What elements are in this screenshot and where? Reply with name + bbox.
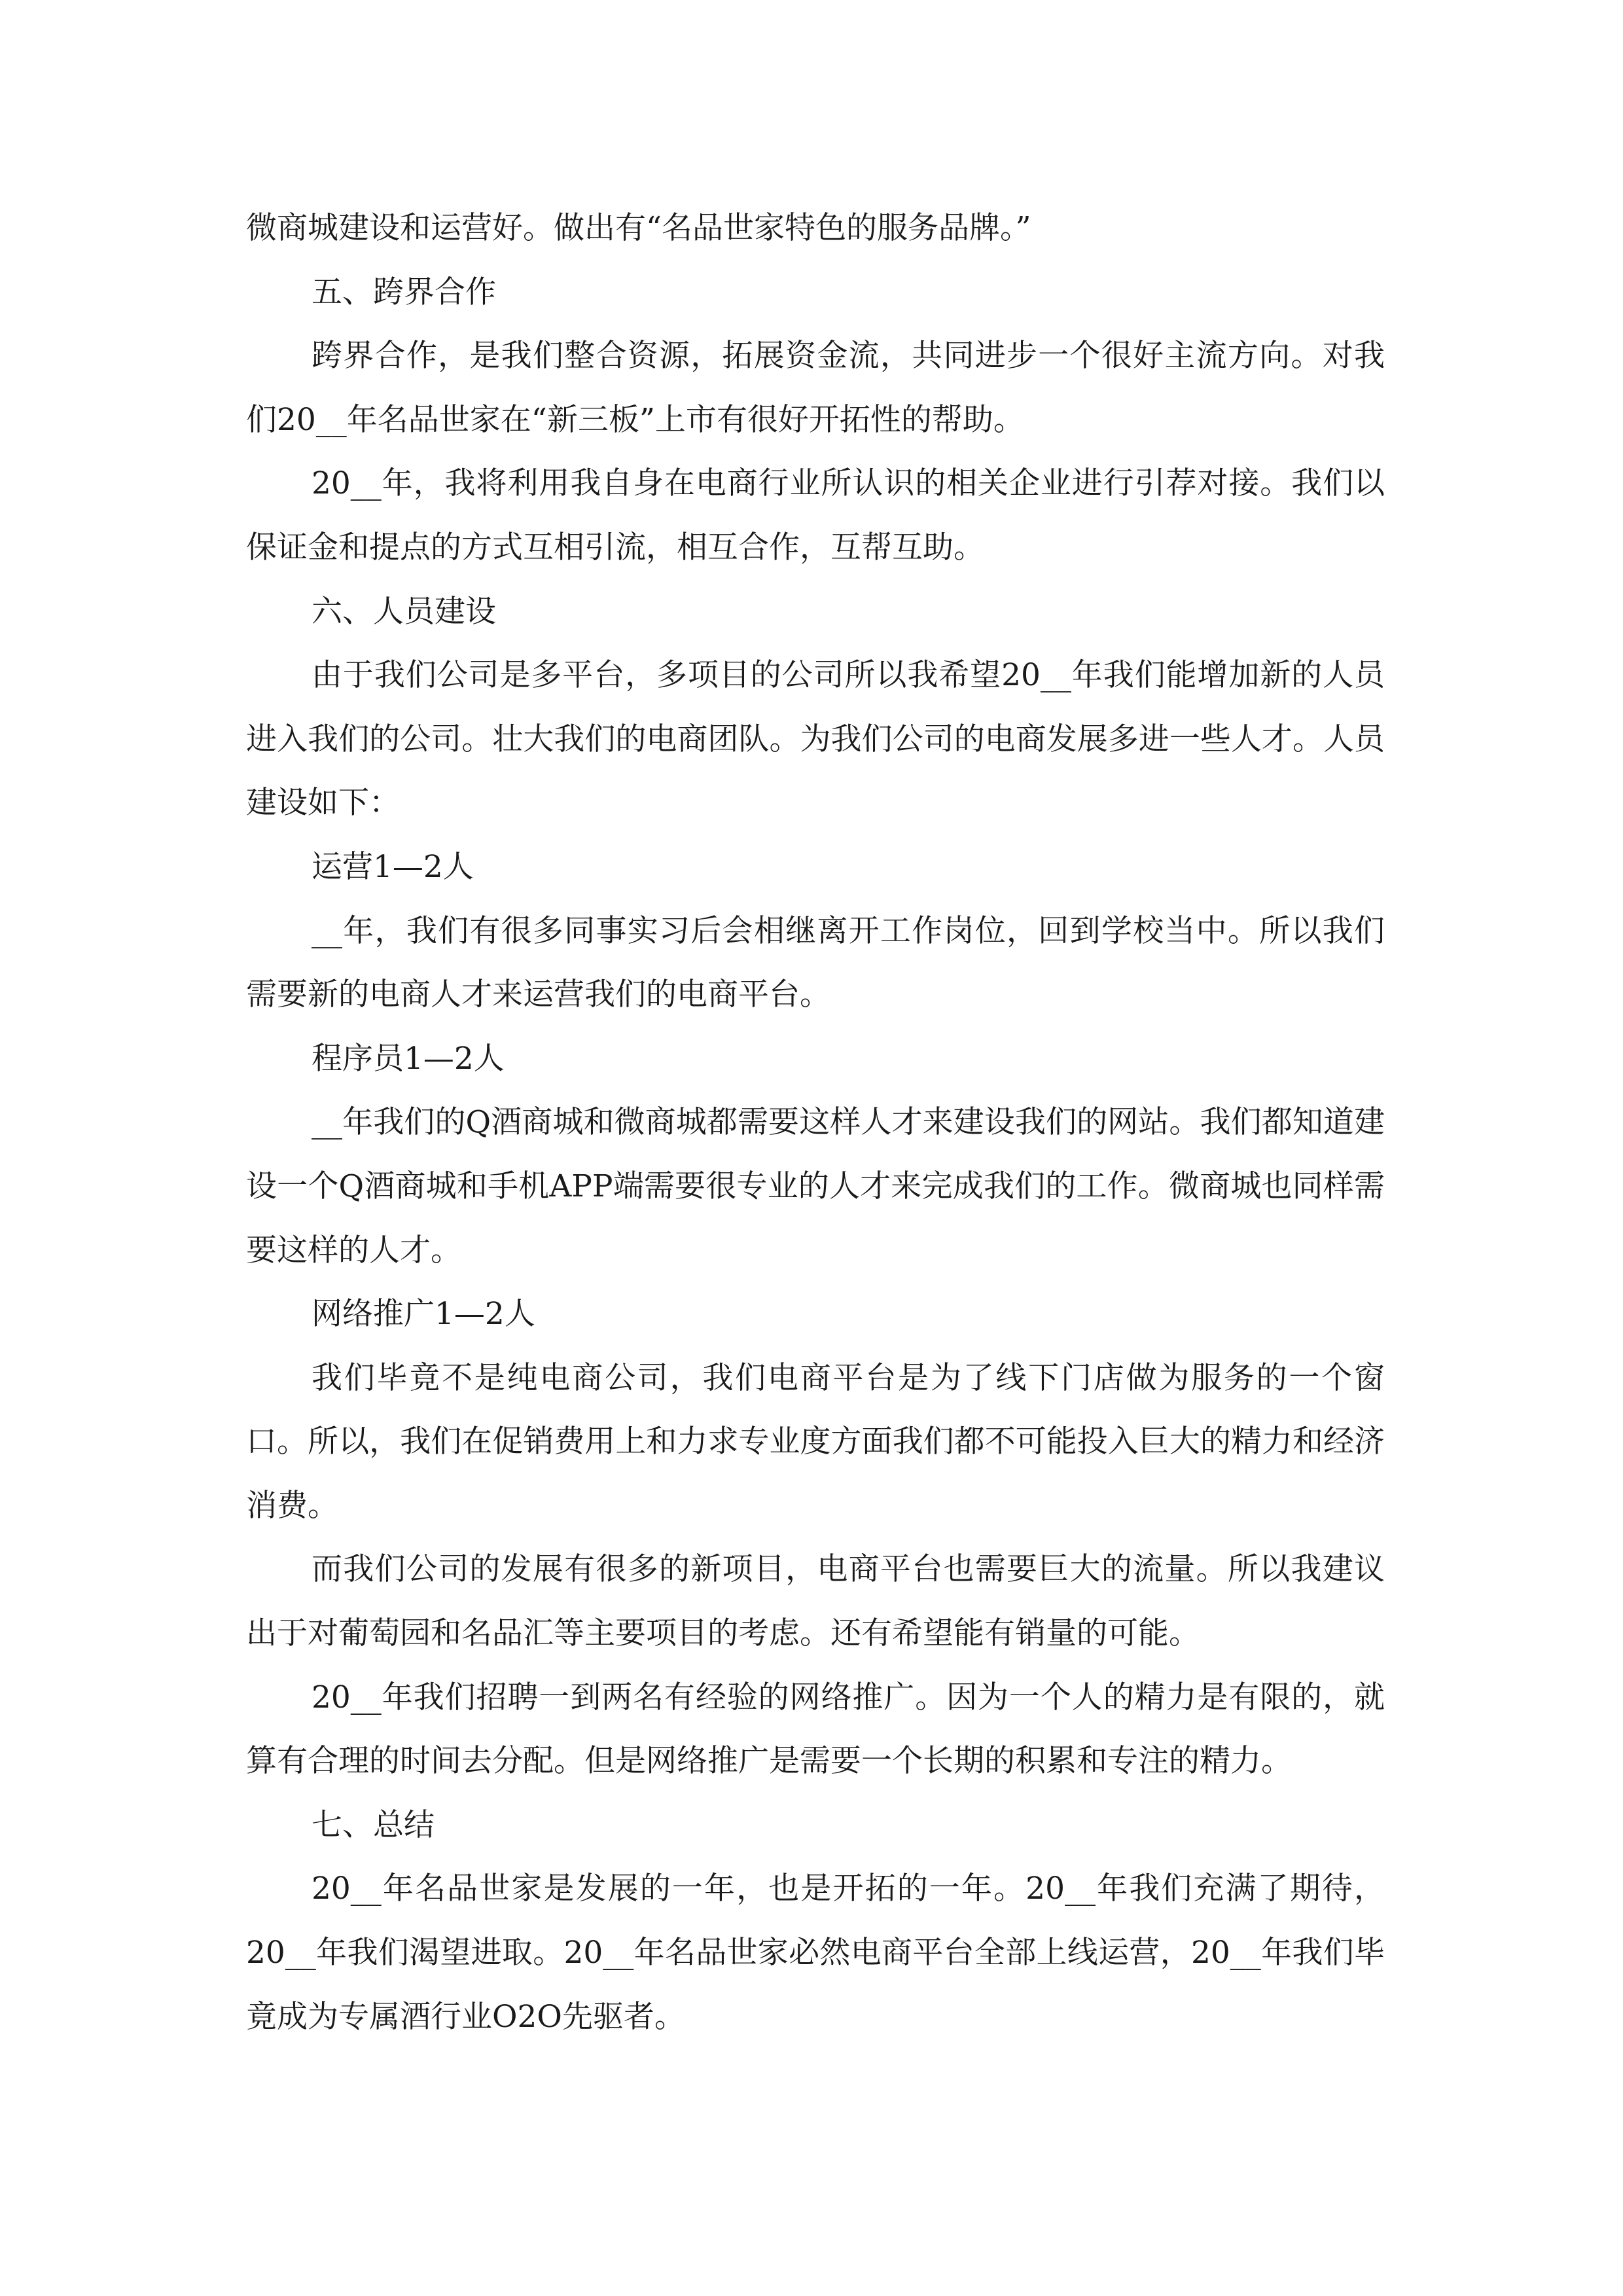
paragraph: 我们毕竟不是纯电商公司，我们电商平台是为了线下门店做为服务的一个窗口。所以，我们在促销费用上和力求专业度方面我们都不可能投入巨大的精力和经济消费。 bbox=[246, 1359, 1385, 1524]
paragraph: 由于我们公司是多平台，多项目的公司所以我希望20__年我们能增加新的人员进入我们的公司。壮大我们的电商团队。为我们公司的电商发展多进一些人才。人员建设如下： bbox=[246, 657, 1385, 821]
subheading-online-promotion: 网络推广1—2人 bbox=[312, 1296, 535, 1333]
paragraph: __年我们的Q酒商城和微商城都需要这样人才来建设我们的网站。我们都知道建设一个Q酒商城和手机APP端需要很专业的人才来完成我们的工作。微商城也同样需要这样的人才。 bbox=[246, 1104, 1385, 1268]
paragraph: 20__年我们招聘一到两名有经验的网络推广。因为一个人的精力是有限的，就算有合理的时间去分配。但是网络推广是需要一个长期的积累和专注的精力。 bbox=[246, 1679, 1385, 1780]
section-heading-summary: 七、总结 bbox=[312, 1806, 435, 1843]
paragraph: 20__年名品世家是发展的一年，也是开拓的一年。20__年我们充满了期待，20__年我们渴望进取。20__年名品世家必然电商平台全部上线运营，20__年我们毕竟成为专属酒行业O2O先驱者。 bbox=[246, 1871, 1385, 2035]
subheading-programmer: 程序员1—2人 bbox=[312, 1040, 505, 1077]
paragraph: 20__年，我将利用我自身在电商行业所认识的相关企业进行引荐对接。我们以保证金和提点的方式互相引流，相互合作，互帮互助。 bbox=[246, 465, 1385, 565]
paragraph: __年，我们有很多同事实习后会相继离开工作岗位，回到学校当中。所以我们需要新的电商人才来运营我们的电商平台。 bbox=[246, 912, 1385, 1013]
document-body bbox=[246, 196, 1385, 2049]
paragraph-continuation: 微商城建设和运营好。做出有“名品世家特色的服务品牌。” bbox=[246, 210, 1031, 246]
subheading-operations: 运营1—2人 bbox=[312, 848, 474, 885]
paragraph: 跨界合作，是我们整合资源，拓展资金流，共同进步一个很好主流方向。对我们20__年名品世家在“新三板”上市有很好开拓性的帮助。 bbox=[246, 338, 1385, 438]
section-heading-staffing: 六、人员建设 bbox=[312, 593, 496, 630]
paragraph: 而我们公司的发展有很多的新项目，电商平台也需要巨大的流量。所以我建议出于对葡萄园和名品汇等主要项目的考虑。还有希望能有销量的可能。 bbox=[246, 1551, 1385, 1652]
section-heading-cross-border: 五、跨界合作 bbox=[312, 274, 496, 310]
